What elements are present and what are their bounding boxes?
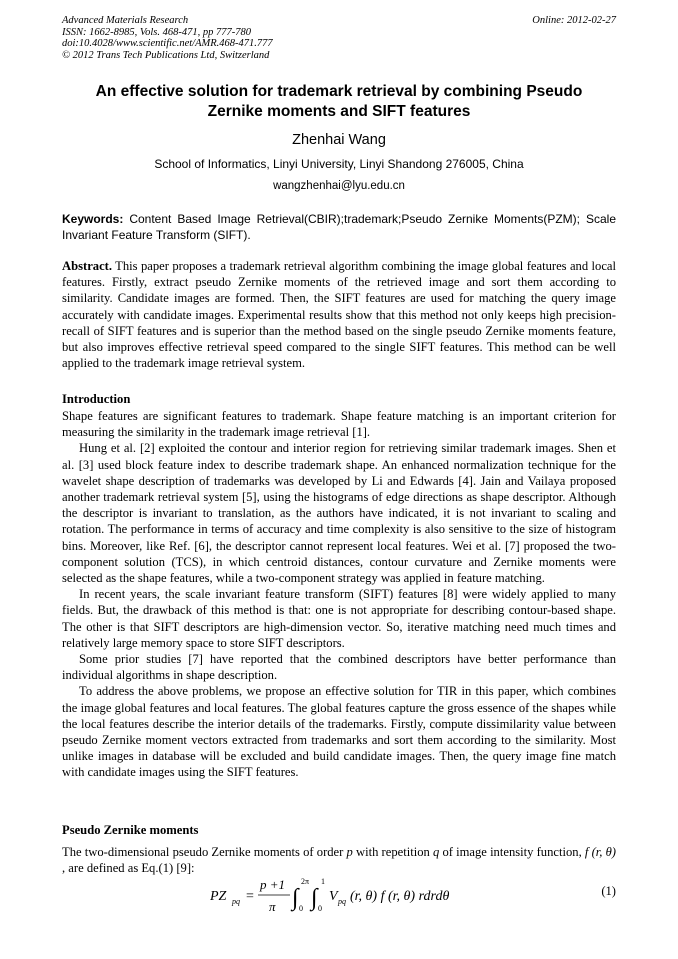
intro-paragraph-5: To address the above problems, we propose an effective solution for TIR in this paper, which combines the image global features and local features. The global features capture the gross essence of the shapes while the local features describe the interior details of the trademarks. Firstly, compute dissimilarity value between pseudo Zernike moment vectors extracted from trademarks and sort them according to the similarity. Most unlike images in database will be excluded and build candidate images. Then, the query image fine match with candidate images using the SIFT features.: [62, 684, 616, 780]
abstract-text: This paper proposes a trademark retrieval algorithm combining the image global features and local features. Firstly, extract pseudo Zernike moments of the retrieved image and sort them according to similarity. Candidate images are formed. Then, the SIFT features are used for matching the query image accurately with candidate images. Experimental results show that this method not only keeps high precision- recall of SIFT features and is superior than the method based on the single pseudo Zernike moments feature, but also improves effective retrieval speed compared to the single SIFT features. This method can be well applied to the trademark image retrieval system.: [62, 259, 616, 371]
pzm-text: with repetition: [352, 845, 433, 859]
copyright-line: © 2012 Trans Tech Publications Ltd, Switzerland: [62, 49, 270, 61]
var-p: p: [346, 845, 353, 859]
pzm-text: , are defined as Eq.(1) [9]:: [62, 861, 195, 876]
var-q: q: [432, 845, 440, 859]
eq-denominator: π: [269, 899, 276, 914]
author-affiliation: School of Informatics, Linyi University, Linyi Shandong 276005, China: [154, 157, 524, 171]
intro-paragraph-2: Hung et al. [2] exploited the contour and interior region for retrieving similar trademark images. Shen et al. [3] used block feature index to describe trademark shape. An enhanced normalization technique for the wavelet shape description of trademarks was developed by Li and Edwards [4]. Jain and Vailaya proposed another trademark retrieval system [5], using the histograms of edge directions as shape descriptor. Although the descriptor is invariant to translation, as the authors have indicated, it is not invariant to scaling and rotation. The performance in terms of accuracy and time complexity is also sensitive to the size of histogram bins. Moreover, like Ref. [6], the descriptor cannot represent local features. Wei et al. [7] proposed the two-component solution (TCS), in which centroid distances, contour curvature and Zernike moments were selected as the shape features, while a two-component strategy was applied in feature matching.: [62, 441, 616, 586]
intro-paragraph-3: In recent years, the scale invariant feature transform (SIFT) features [8] were widely applied to many fields. But, the drawback of this method is that: one is not appropriate for describing contour-based shape. The other is that SIFT descriptors are high-dimension vector. So, iterative matching need much times and relatively large memory space to store SIFT descriptors.: [62, 587, 616, 650]
func-f: f (r, θ): [584, 845, 616, 859]
journal-name: Advanced Materials Research: [62, 15, 189, 26]
eq-int1-lower: 0: [299, 904, 303, 913]
intro-paragraph-4: Some prior studies [7] have reported that the combined descriptors have better performance than individual algorithms in shape description.: [62, 652, 616, 683]
eq-lhs: PZ: [210, 889, 227, 904]
intro-paragraph-1: Shape features are significant features to trademark. Shape feature matching is an important criterion for measuring the similarity in the trademark image retrieval [1].: [62, 409, 616, 440]
eq-int2-lower: 0: [318, 904, 322, 913]
author-name: Zhenhai Wang: [292, 132, 386, 148]
doi-line: doi:10.4028/www.scientific.net/AMR.468-471.777: [62, 38, 273, 50]
eq-int1-upper: 2π: [301, 877, 310, 886]
eq-numerator: p +1: [260, 877, 286, 892]
keywords: [62, 211, 616, 243]
eq-equals: =: [246, 889, 254, 904]
pzm-text: of image intensity function,: [439, 845, 585, 859]
issn-line: ISSN: 1662-8985, Vols. 468-471, pp 777-780: [62, 26, 251, 38]
eq-integral-2: ∫: [311, 885, 318, 911]
equation-number: (1): [601, 884, 616, 898]
pzm-text: The two-dimensional pseudo Zernike moments of order: [62, 845, 347, 859]
equation-1: [210, 873, 610, 913]
eq-integral-1: ∫: [292, 885, 299, 911]
equation-svg: [210, 873, 610, 917]
title-line-1: An effective solution for trademark retrieval by combining Pseudo: [95, 83, 583, 100]
abstract: [62, 258, 616, 371]
abstract-label: Abstract.: [62, 259, 113, 273]
eq-int2-upper: 1: [321, 877, 325, 886]
eq-v-sub: pq: [338, 897, 346, 906]
keywords-label: Keywords:: [62, 212, 124, 226]
title-line-2: Zernike moments and SIFT features: [207, 103, 471, 120]
eq-v: V: [329, 889, 338, 904]
eq-lhs-sub: pq: [232, 897, 240, 906]
introduction-heading: Introduction: [62, 392, 131, 406]
introduction-body: [62, 408, 616, 781]
paper-title: [62, 82, 616, 122]
pzm-body: [62, 844, 616, 876]
keywords-text: Content Based Image Retrieval(CBIR);trademark;Pseudo Zernike Moments(PZM); Scale Invariant Feature Transform (SIFT).: [62, 212, 616, 242]
online-date: Online: 2012-02-27: [532, 15, 616, 26]
journal-header: [62, 15, 616, 61]
pzm-heading: Pseudo Zernike moments: [62, 823, 199, 837]
eq-rest: (r, θ) f (r, θ) rdrdθ: [350, 889, 450, 904]
author-email: wangzhenhai@lyu.edu.cn: [273, 180, 405, 192]
